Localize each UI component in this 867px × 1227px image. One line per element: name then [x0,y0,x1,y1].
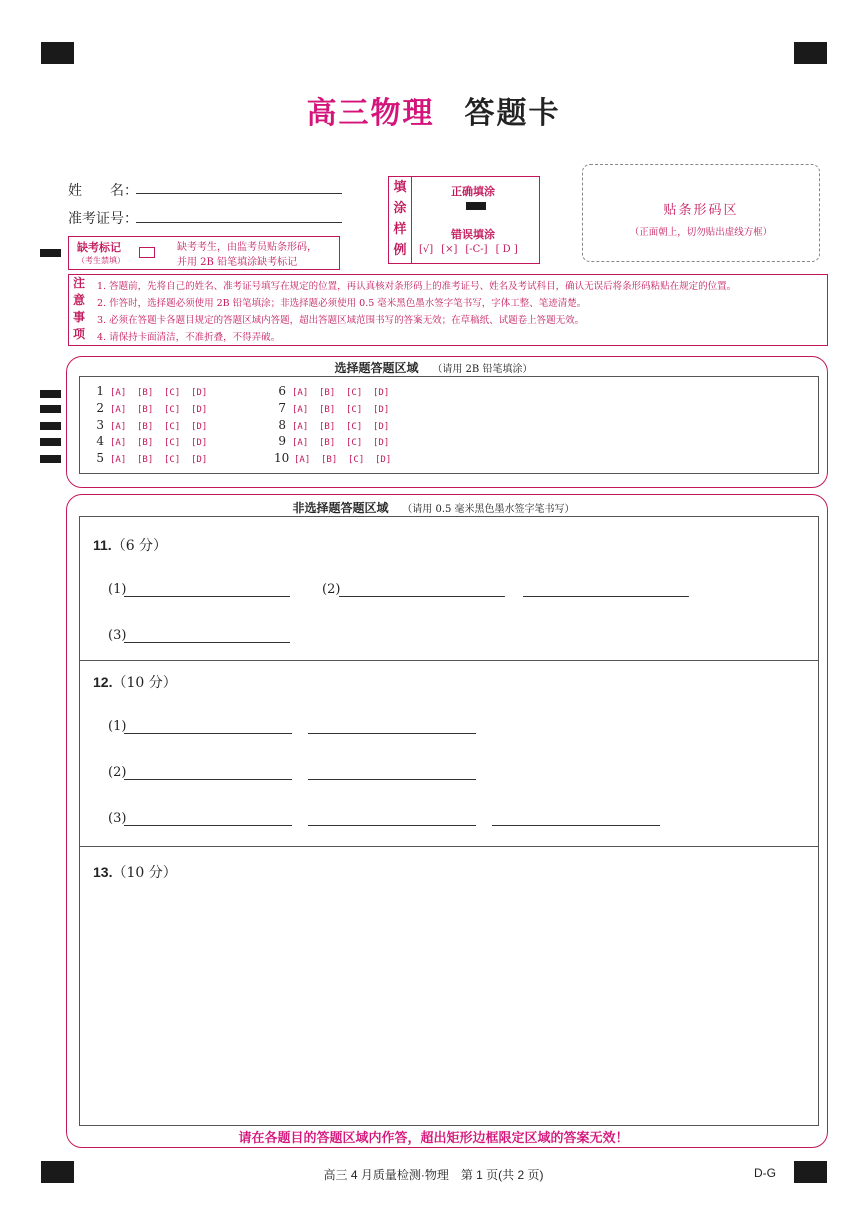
q12-answer-1b[interactable] [308,733,476,734]
id-label: 准考证号： [68,211,138,227]
q12-answer-1a[interactable] [124,733,292,734]
fill-side-char: 填 [393,180,407,195]
page-title [0,88,867,132]
mc-option-bubble[interactable]: [D] [373,405,390,415]
mc-option-bubble[interactable]: [B] [137,422,154,432]
mc-option-bubble[interactable]: [C] [164,455,181,465]
mc-option-bubble[interactable]: [C] [164,388,181,398]
q11-sub-3: (3) [108,628,127,643]
absent-title: 缺考标记 [77,242,121,254]
mc-question-8 [274,418,400,432]
mc-question-number: 5 [96,451,104,465]
mc-option-bubble[interactable]: [D] [191,438,208,448]
q12-sub-2: (2) [108,765,127,780]
timing-mark [40,455,61,463]
q12-answer-2a[interactable] [124,779,292,780]
nonmc-header [0,499,867,516]
q12-score: （10 分） [112,675,177,691]
timing-mark [40,422,61,430]
mc-option-bubble[interactable]: [D] [191,455,208,465]
mc-question-9 [274,434,400,448]
mc-option-bubble[interactable]: [B] [319,422,336,432]
q12-sub-1: (1) [108,719,127,734]
q12-heading [93,672,177,692]
divider-q12-q13 [79,846,818,847]
mc-option-bubble[interactable]: [B] [319,438,336,448]
wrong-mark: [×] [441,244,458,255]
note-item: 4. 请保持卡面清洁，不准折叠，不得弄破。 [97,332,281,343]
mc-option-bubble[interactable]: [D] [373,438,390,448]
timing-mark [40,438,61,446]
title-subject: 高三物理 [306,96,435,131]
mc-option-bubble[interactable]: [D] [191,405,208,415]
fill-side-char: 样 [393,222,407,237]
mc-question-6 [274,384,400,398]
q12-answer-3a[interactable] [124,825,292,826]
mc-option-bubble[interactable]: [A] [110,438,127,448]
notes-side-char: 意 [72,293,85,307]
timing-mark [40,390,61,398]
notes-side-char: 注 [72,276,85,290]
barcode-area [582,164,820,262]
answer-area-warning: 请在各题目的答题区域内作答，超出矩形边框限定区域的答案无效！ [238,1130,629,1145]
mc-question-number: 1 [96,384,104,398]
q13-score: （10 分） [112,865,177,881]
wrong-fill-label: 错误填涂 [451,229,495,241]
mc-question-number: 4 [96,434,104,448]
q11-answer-1[interactable] [124,596,290,597]
q11-answer-2b[interactable] [523,596,689,597]
note-item: 3. 必须在答题卡各题目规定的答题区域内答题，超出答题区域范围书写的答案无效；在草稿纸、试题卷上答题无效。 [97,315,585,326]
note-item: 2. 作答时，选择题必须使用 2B 铅笔填涂；非选择题必须使用 0.5 毫米黑色墨水签字笔书写，字体工整、笔迹清楚。 [97,298,587,309]
corner-mark-top-left [41,42,74,64]
mc-header [0,359,867,376]
q11-score: （6 分） [111,538,168,554]
mc-option-bubble[interactable]: [C] [346,422,363,432]
mc-title: 选择题答题区域 [334,361,419,375]
q12-answer-3c[interactable] [492,825,660,826]
fill-side-char: 例 [393,243,407,258]
absent-line-1: 缺考考生，由监考员贴条形码， [177,242,317,253]
mc-option-bubble[interactable]: [A] [292,438,309,448]
mc-option-bubble[interactable]: [D] [375,455,392,465]
mc-option-bubble[interactable]: [A] [110,455,127,465]
title-card: 答题卡 [464,96,561,131]
q11-sub-2: (2) [322,582,341,597]
mc-option-bubble[interactable]: [C] [164,422,181,432]
correct-fill-label: 正确填涂 [451,186,495,198]
wrong-mark: [-C-] [465,244,488,255]
absent-note: （考生禁填） [77,256,125,265]
fill-example-side [389,177,412,263]
mc-question-number: 3 [96,418,104,432]
q13-heading [93,862,177,882]
mc-option-bubble[interactable]: [D] [373,388,390,398]
mc-option-bubble[interactable]: [A] [110,388,127,398]
absent-mark-box [68,236,340,270]
footer-version: D-G [754,1166,776,1180]
corner-mark-top-right [794,42,827,64]
notes-side [69,275,89,345]
q11-answer-3[interactable] [124,642,290,643]
mc-option-bubble[interactable]: [A] [110,422,127,432]
wrong-fill-marks [419,244,518,255]
mc-option-bubble[interactable]: [A] [294,455,311,465]
q12-answer-3b[interactable] [308,825,476,826]
footer-page-info: 高三 4 月质量检测·物理 第 1 页(共 2 页) [323,1168,544,1182]
q12-answer-2b[interactable] [308,779,476,780]
mc-option-bubble[interactable]: [D] [191,388,208,398]
q11-heading [93,535,167,555]
mc-question-number: 6 [278,384,286,398]
mc-option-bubble[interactable]: [B] [319,405,336,415]
mc-option-bubble[interactable]: [A] [292,405,309,415]
q13-answer-area[interactable] [80,880,816,1120]
mc-question-4 [92,434,218,448]
mc-question-5 [92,451,218,465]
mc-question-2 [92,401,218,415]
note-item: 1. 答题前，先将自己的姓名、准考证号填写在规定的位置，再认真核对条形码上的准考证号、姓名及考试科目，确认无误后将条形码粘贴在规定的位置。 [97,281,737,292]
q12-sub-3: (3) [108,811,127,826]
q13-number: 13. [93,864,113,880]
absent-line-2: 并用 2B 铅笔填涂缺考标记 [177,257,298,268]
nonmc-note: （请用 0.5 毫米黑色墨水签字笔书写） [402,504,575,515]
mc-option-bubble[interactable]: [B] [319,388,336,398]
mc-option-bubble[interactable]: [B] [137,438,154,448]
absent-checkbox[interactable] [139,247,155,258]
barcode-title: 贴条形码区 [663,203,739,218]
mc-question-number: 10 [274,451,290,465]
mc-question-1 [92,384,218,398]
mc-option-bubble[interactable]: [A] [292,422,309,432]
mc-option-bubble[interactable]: [B] [137,405,154,415]
mc-option-bubble[interactable]: [C] [346,438,363,448]
mc-option-bubble[interactable]: [C] [348,455,365,465]
mc-option-bubble[interactable]: [C] [346,388,363,398]
mc-question-7 [274,401,400,415]
mc-question-number: 7 [278,401,286,415]
notes-side-char: 事 [72,310,85,324]
mc-option-bubble[interactable]: [C] [164,405,181,415]
mc-option-bubble[interactable]: [B] [321,455,338,465]
q11-sub-1: (1) [108,582,127,597]
notes-box [68,274,828,346]
divider-q11-q12 [79,660,818,661]
mc-option-bubble[interactable]: [B] [137,455,154,465]
q11-answer-2a[interactable] [339,596,505,597]
q11-number: 11. [93,537,112,553]
mc-option-bubble[interactable]: [D] [191,422,208,432]
mc-question-10 [274,451,402,465]
name-field[interactable] [136,193,342,194]
wrong-mark: [√] [419,244,434,255]
barcode-note: （正面朝上，切勿贴出虚线方框） [629,227,773,238]
notes-side-char: 项 [72,327,85,341]
mc-question-number: 9 [278,434,286,448]
mc-option-bubble[interactable]: [D] [373,422,390,432]
mc-note: （请用 2B 铅笔填涂） [432,364,533,375]
timing-mark [40,405,61,413]
fill-side-char: 涂 [393,201,407,216]
side-mark [40,249,61,257]
id-field[interactable] [136,222,342,223]
name-label: 姓 名： [68,183,138,199]
wrong-mark: [ D ] [495,244,518,255]
mc-option-bubble[interactable]: [C] [164,438,181,448]
correct-fill-mark [466,202,486,210]
mc-option-bubble[interactable]: [A] [110,405,127,415]
nonmc-title: 非选择题答题区域 [292,501,389,515]
mc-question-number: 8 [278,418,286,432]
q12-number: 12. [93,674,113,690]
fill-example-box [388,176,540,264]
mc-option-bubble[interactable]: [C] [346,405,363,415]
mc-question-3 [92,418,218,432]
mc-question-number: 2 [96,401,104,415]
mc-option-bubble[interactable]: [A] [292,388,309,398]
mc-option-bubble[interactable]: [B] [137,388,154,398]
